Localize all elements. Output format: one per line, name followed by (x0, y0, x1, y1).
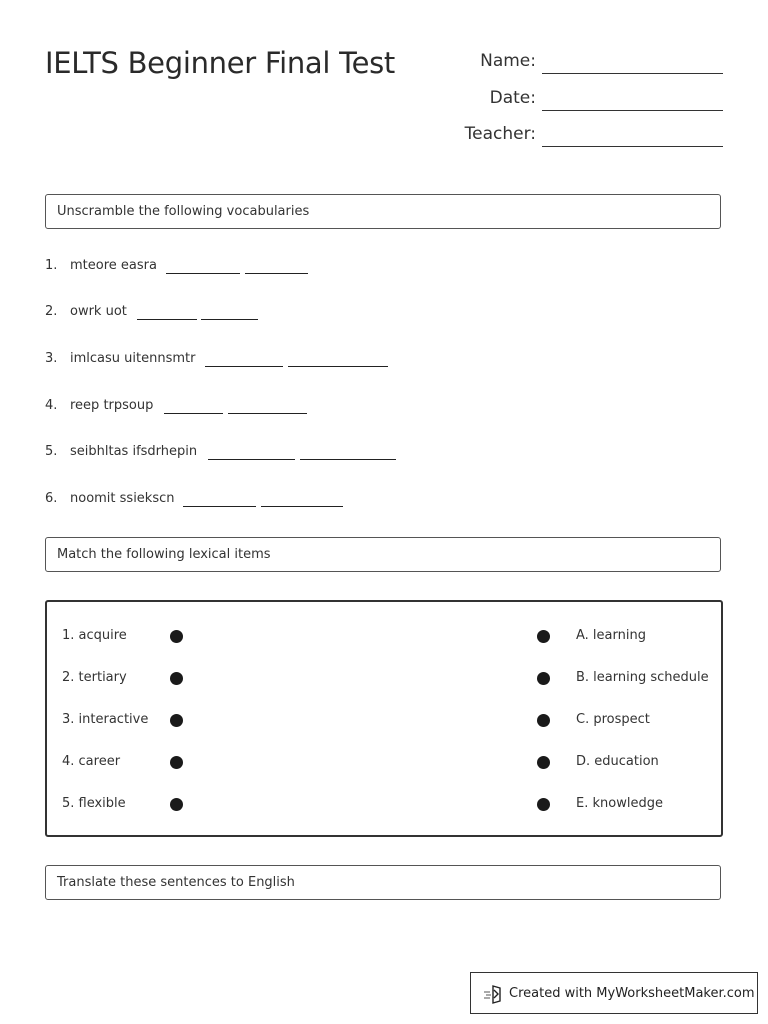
match-right-dot[interactable] (537, 756, 550, 769)
footer-credit-text: Created with MyWorksheetMaker.com (509, 986, 755, 1001)
match-left-term: 5. flexible (62, 796, 126, 811)
match-left-term: 1. acquire (62, 628, 127, 643)
unscramble-item (45, 304, 265, 324)
match-row (47, 670, 721, 690)
scrambled-word: noomit ssiekscn (70, 491, 175, 506)
item-number: 1. (45, 258, 58, 273)
footer-credit[interactable] (470, 972, 758, 1014)
worksheet-maker-logo-icon (483, 984, 505, 1004)
match-right-dot[interactable] (537, 798, 550, 811)
match-row (47, 796, 721, 816)
answer-blank[interactable] (261, 506, 343, 507)
scrambled-word: seibhltas ifsdrhepin (70, 444, 198, 459)
match-row (47, 754, 721, 774)
answer-blank[interactable] (183, 506, 256, 507)
answer-blank[interactable] (245, 273, 308, 274)
match-row (47, 712, 721, 732)
match-right-dot[interactable] (537, 672, 550, 685)
answer-blank[interactable] (228, 413, 307, 414)
teacher-label: Teacher: (464, 124, 536, 144)
teacher-line[interactable] (542, 146, 723, 147)
name-line[interactable] (542, 73, 723, 74)
unscramble-item (45, 351, 395, 371)
match-left-dot[interactable] (170, 672, 183, 685)
item-number: 6. (45, 491, 58, 506)
match-right-term: B. learning schedule (576, 670, 709, 685)
match-right-term: A. learning (576, 628, 646, 643)
section-unscramble-header (45, 194, 721, 229)
answer-blank[interactable] (300, 459, 396, 460)
name-label: Name: (480, 51, 536, 71)
section-translate-header (45, 865, 721, 900)
answer-blank[interactable] (137, 319, 197, 320)
match-left-dot[interactable] (170, 630, 183, 643)
matching-exercise (45, 600, 723, 837)
match-left-term: 3. interactive (62, 712, 149, 727)
answer-blank[interactable] (288, 366, 388, 367)
unscramble-item (45, 491, 350, 511)
item-number: 2. (45, 304, 58, 319)
unscramble-item (45, 398, 315, 418)
item-number: 4. (45, 398, 58, 413)
match-left-term: 4. career (62, 754, 121, 769)
item-number: 3. (45, 351, 58, 366)
answer-blank[interactable] (208, 459, 295, 460)
section-translate-label: Translate these sentences to English (57, 875, 295, 890)
scrambled-word: mteore easra (70, 258, 157, 273)
match-right-dot[interactable] (537, 714, 550, 727)
scrambled-word: owrk uot (70, 304, 127, 319)
match-left-dot[interactable] (170, 714, 183, 727)
match-left-dot[interactable] (170, 798, 183, 811)
worksheet-title: IELTS Beginner Final Test (45, 46, 395, 80)
section-match-header (45, 537, 721, 572)
match-right-dot[interactable] (537, 630, 550, 643)
answer-blank[interactable] (205, 366, 283, 367)
date-line[interactable] (542, 110, 723, 111)
section-match-label: Match the following lexical items (57, 547, 271, 562)
match-right-term: C. prospect (576, 712, 650, 727)
scrambled-word: imlcasu uitennsmtr (70, 351, 196, 366)
date-label: Date: (489, 88, 536, 108)
scrambled-word: reep trpsoup (70, 398, 154, 413)
date-field[interactable] (440, 83, 723, 113)
match-right-term: E. knowledge (576, 796, 663, 811)
match-row (47, 628, 721, 648)
answer-blank[interactable] (166, 273, 240, 274)
match-left-term: 2. tertiary (62, 670, 127, 685)
answer-blank[interactable] (164, 413, 223, 414)
item-number: 5. (45, 444, 58, 459)
teacher-field[interactable] (440, 119, 723, 149)
unscramble-item (45, 444, 405, 464)
unscramble-item (45, 258, 315, 278)
name-field[interactable] (440, 46, 723, 76)
section-unscramble-label: Unscramble the following vocabularies (57, 204, 310, 219)
match-right-term: D. education (576, 754, 659, 769)
answer-blank[interactable] (201, 319, 258, 320)
match-left-dot[interactable] (170, 756, 183, 769)
